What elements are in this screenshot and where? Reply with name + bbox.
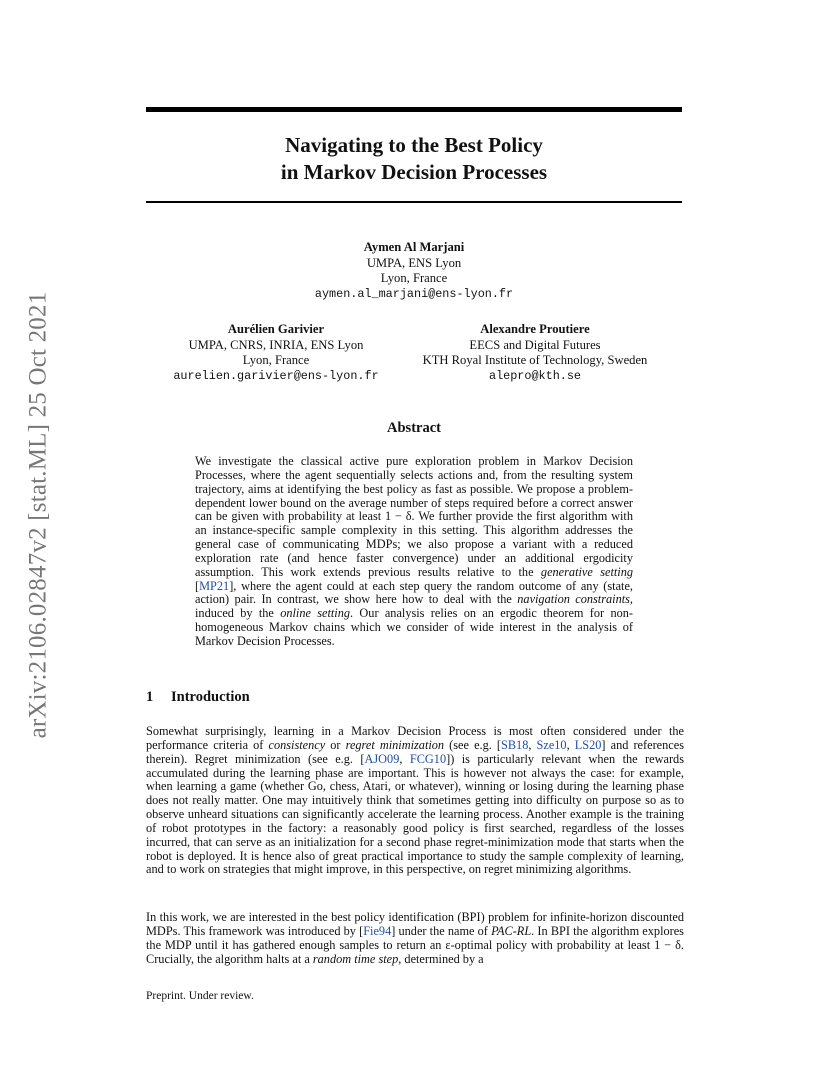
- abstract-heading: Abstract: [387, 420, 441, 436]
- citation-link[interactable]: Fie94: [363, 923, 392, 938]
- paragraph-emphasis: consistency: [268, 737, 326, 752]
- paragraph-text: ] and references therein). Regret minimization (see e.g. [: [146, 737, 684, 766]
- citation-link[interactable]: Sze10: [536, 737, 567, 752]
- citation-link[interactable]: FCG10: [409, 751, 447, 766]
- author-block-1: [214, 240, 614, 302]
- citation-link[interactable]: MP21: [199, 578, 230, 593]
- abstract-text: We investigate the classical active pure exploration problem in Markov Decision Processes, where the agent sequentially selects actions and, from the resulting system trajectory, aims at identifying the best policy as fast as possible. We propose a problem-dependent lower bound on the average number of steps required before a correct answer can be given with probability at least 1 − δ. We further provide the first algorithm with an instance-specific sample complexity in this setting. This algorithm addresses the general case of communicating MDPs; we also propose a variant with a reduced exploration rate (and hence faster convergence) under an additional ergodicity assumption. This work extends previous results relative to the generative setting [MP21], where the agent could at each step query the random outcome of any (state, action) pair. In contrast, we show here how to deal with the navigation constraints, induced by the online setting. Our analysis relies on an ergodic theorem for non-homogeneous Markov chains which we consider of wide interest in the analysis of Markov Decision Processes.: [195, 454, 633, 648]
- footer-note: Preprint. Under review.: [146, 990, 254, 1002]
- abstract-text-part: We investigate the classical active pure exploration problem in Markov Decision Processes, where the agent sequentially selects actions and, from the resulting system trajectory, aims at identifying the best policy as fast as possible. We propose a problem-dependent lower bound on the average number of steps required before a correct answer can be given with probability at least 1 − δ. We further provide the first algorithm with an instance-specific sample complexity in this setting. This algorithm addresses the general case of communicating MDPs; we also propose a variant with a reduced exploration rate (and hence faster convergence) under an additional ergodicity assumption. This work extends previous results relative to the: [195, 454, 633, 579]
- author-name: Aurélien Garivier: [227, 322, 325, 336]
- title-line-1: Navigating to the Best Policy: [285, 133, 543, 157]
- author-name: Aymen Al Marjani: [363, 240, 465, 254]
- intro-paragraph-2: [146, 911, 684, 966]
- intro-paragraph-1: Somewhat surprisingly, learning in a Markov Decision Process is most often considered under the performance criteria of consistency or regret minimization (see e.g. [SB18, Sze10, LS20] and references therein). Regret minimization (see e.g. [AJO09, FCG10]) is particularly relevant when the rewards accumulated during the learning phase are important. This is however not always the case: for example, when learning a game (whether Go, chess, Atari, or whatever), winning or losing during the learning phase does not really matter. One may intuitively think that sometimes getting into difficulty on purpose so as to observe unheard situations can significantly accelerate the learning process. Another example is the training of robot prototypes in the factory: a reasonably good policy is first searched, regardless of the losses incurred, that can serve as an initialization for a second phase regret-minimization mode that starts when the robot is deployed. It is hence also of great practical importance to study the sample complexity of learning, and to work on strategies that might improve, in this perspective, on regret minimizing algorithms.: [146, 724, 684, 877]
- abstract-emphasis: generative setting: [540, 564, 633, 579]
- paper-title: [146, 132, 682, 186]
- author-email: alepro@kth.se: [488, 368, 582, 383]
- author-block-3: [404, 322, 666, 384]
- paragraph-text: ]) is particularly relevant when the rewards accumulated during the learning phase are important. This is however not always the case: for example, when learning a game (whether Go, chess, Atari, or whatever), winning or losing during the learning phase does not really matter. One may intuitively think that sometimes getting into difficulty on purpose so as to observe unheard situations can significantly accelerate the learning process. Another example is the training of robot prototypes in the factory: a reasonably good policy is first searched, regardless of the losses incurred, that can serve as an initialization for a second phase regret-minimization mode that starts when the robot is deployed. It is hence also of great practical importance to study the sample complexity of learning, and to work on strategies that might improve, in this perspective, on regret minimizing algorithms.: [146, 751, 684, 877]
- paragraph-emphasis: regret minimization: [345, 737, 445, 752]
- author-block-2: [156, 322, 396, 384]
- paragraph-text: Somewhat surprisingly, learning in a Markov Decision Process is most often considered under the performance criteria of: [146, 724, 684, 752]
- author-email: aymen.al_marjani@ens-lyon.fr: [314, 286, 514, 301]
- abstract-text-part: . Our analysis relies on an ergodic theorem for non-homogeneous Markov chains which we consider of wide interest in the analysis of Markov Decision Processes.: [195, 606, 633, 648]
- paragraph-text: or: [325, 737, 346, 752]
- abstract-emphasis: navigation constraints: [517, 592, 630, 607]
- citation-link[interactable]: AJO09: [364, 751, 400, 766]
- section-number: 1: [146, 689, 154, 705]
- arxiv-stamp: [20, 285, 56, 745]
- author-name: Alexandre Proutiere: [480, 322, 590, 336]
- citation-link[interactable]: SB18: [501, 737, 529, 752]
- author-affiliation: UMPA, CNRS, INRIA, ENS Lyon: [188, 337, 364, 352]
- author-location: KTH Royal Institute of Technology, Sweden: [422, 353, 648, 367]
- abstract-text-part: , induced by the: [195, 592, 633, 621]
- author-email: aurelien.garivier@ens-lyon.fr: [173, 368, 379, 383]
- section-heading: [146, 689, 250, 706]
- title-line-2: in Markov Decision Processes: [280, 160, 548, 184]
- citation-link[interactable]: LS20: [574, 737, 602, 752]
- abstract-text-part: , where the agent could at each step query the random outcome of any (state, action) pair. In contrast, we show here how to deal with the: [195, 578, 633, 607]
- title-bottom-rule: [146, 201, 682, 203]
- abstract-emphasis: online setting: [280, 606, 351, 621]
- author-location: Lyon, France: [380, 271, 448, 285]
- paragraph-text: ] under the name of: [391, 923, 492, 938]
- author-affiliation: UMPA, ENS Lyon: [366, 255, 462, 270]
- paragraph-emphasis: random time step: [312, 951, 399, 966]
- section-title: Introduction: [171, 689, 250, 705]
- paragraph-text: In this work, we are interested in the best policy identification (BPI) problem for infinite-horizon discounted MDPs. This framework was introduced by [: [146, 910, 684, 938]
- paragraph-text: , determined by a: [398, 951, 484, 966]
- author-location: Lyon, France: [242, 353, 310, 367]
- author-affiliation: EECS and Digital Futures: [469, 337, 601, 352]
- arxiv-stamp-text: arXiv:2106.02847v2 [stat.ML] 25 Oct 2021: [24, 291, 51, 739]
- paragraph-emphasis: PAC-RL: [491, 923, 532, 938]
- paragraph-text: . In BPI the algorithm explores the MDP until it has gathered enough samples to return an ε-optimal policy with probability at least 1 − δ. Crucially, the algorithm halts at a: [146, 923, 685, 966]
- title-top-rule: [146, 107, 682, 112]
- paragraph-text: (see e.g. [: [444, 737, 502, 752]
